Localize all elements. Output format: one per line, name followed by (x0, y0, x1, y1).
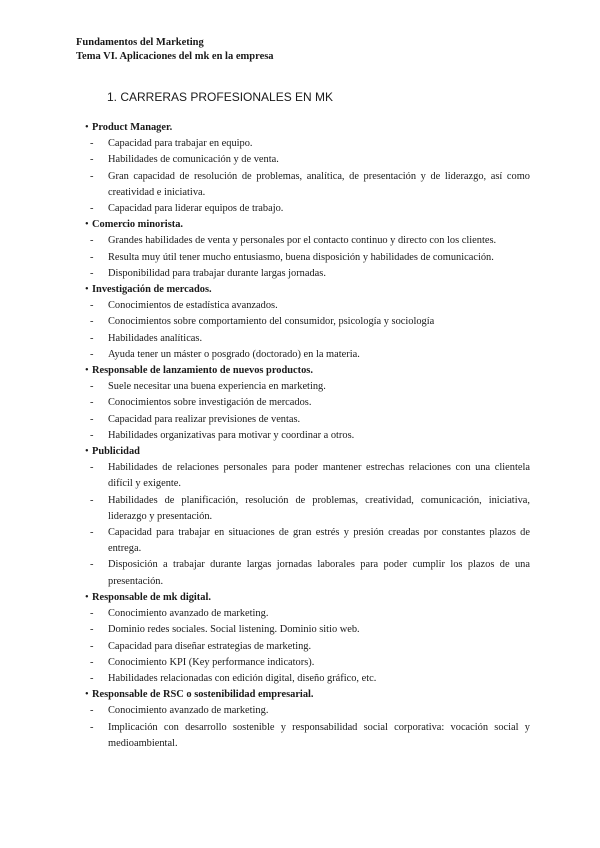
bullet-icon: • (85, 689, 89, 701)
bullet-icon: • (85, 284, 89, 296)
section-heading-text: Responsable de RSC o sostenibilidad empresarial. (92, 689, 314, 701)
section-heading-text: Publicidad (92, 446, 140, 458)
list-item (86, 152, 530, 168)
list-item-text: Suele necesitar una buena experiencia en marketing. (108, 381, 326, 393)
section-heading-text: Investigación de mercados. (92, 284, 212, 296)
dash-marker: - (90, 300, 94, 312)
list-item-text: Disposición a trabajar durante largas jornadas laborales para poder cumplir los plazos de una presentación. (108, 559, 530, 587)
list-item-text: Conocimientos de estadística avanzados. (108, 300, 278, 312)
dash-marker: - (90, 381, 94, 393)
dash-marker: - (90, 154, 94, 166)
list-item (86, 250, 530, 266)
list-item-text: Capacidad para liderar equipos de trabajo. (108, 203, 284, 215)
bullet-icon: • (85, 365, 89, 377)
list-item (86, 412, 530, 428)
bullet-icon: • (85, 219, 89, 231)
dash-marker: - (90, 624, 94, 636)
list-item-text: Conocimiento avanzado de marketing. (108, 705, 269, 717)
list-item (86, 233, 530, 249)
dash-marker: - (90, 235, 94, 247)
dash-marker: - (90, 494, 94, 506)
dash-marker: - (90, 559, 94, 571)
list-item-text: Ayuda tener un máster o posgrado (doctorado) en la materia. (108, 348, 360, 360)
list-item-text: Habilidades organizativas para motivar y coordinar a otros. (108, 429, 355, 441)
list-item-text: Habilidades analíticas. (108, 332, 203, 344)
list-item-text: Conocimiento avanzado de marketing. (108, 608, 269, 620)
list-item (86, 395, 530, 411)
list-item (86, 428, 530, 444)
bullet-icon: • (85, 446, 89, 458)
dash-marker: - (90, 640, 94, 652)
list-item-text: Conocimientos sobre investigación de mercados. (108, 397, 312, 409)
section-heading (86, 120, 530, 136)
list-item (86, 671, 530, 687)
dash-marker: - (90, 348, 94, 360)
list-item (86, 639, 530, 655)
list-item-text: Habilidades de planificación, resolución de problemas, creatividad, comunicación, iniciativa, liderazgo y presentación. (108, 494, 530, 522)
dash-marker: - (90, 413, 94, 425)
list-item-text: Conocimiento KPI (Key performance indicators). (108, 656, 315, 668)
list-item (86, 266, 530, 282)
dash-marker: - (90, 462, 94, 474)
list-item-text: Habilidades de relaciones personales para poder mantener estrechas relaciones con una clientela difícil y exigente. (108, 462, 530, 490)
list-item (86, 606, 530, 622)
list-item-text: Habilidades relacionadas con edición digital, diseño gráfico, etc. (108, 672, 377, 684)
list-item (86, 331, 530, 347)
list-item-text: Grandes habilidades de venta y personales por el contacto continuo y directo con los clientes. (108, 235, 497, 247)
dash-marker: - (90, 608, 94, 620)
dash-marker: - (90, 138, 94, 150)
list-item-text: Disponibilidad para trabajar durante largas jornadas. (108, 267, 326, 279)
section-heading (86, 282, 530, 298)
list-item-text: Habilidades de comunicación y de venta. (108, 154, 279, 166)
list-item-text: Gran capacidad de resolución de problemas, analítica, de presentación y de liderazgo, así como creatividad e iniciativa. (108, 170, 530, 198)
section-heading-text: Product Manager. (92, 122, 173, 133)
list-item-text: Capacidad para trabajar en situaciones de gran estrés y presión creadas por constantes plazos de entrega. (108, 527, 530, 555)
career-sections (86, 120, 530, 752)
section-heading (86, 590, 530, 606)
list-item-text: Conocimientos sobre comportamiento del consumidor, psicología y sociología (108, 316, 435, 328)
dash-marker: - (90, 721, 94, 733)
header-subject: Fundamentos del Marketing (76, 37, 204, 48)
dash-marker: - (90, 527, 94, 539)
section-heading (86, 363, 530, 379)
header-topic: Tema VI. Aplicaciones del mk en la empresa (76, 51, 274, 62)
list-item (86, 136, 530, 152)
list-item (86, 347, 530, 363)
list-item (86, 169, 530, 201)
list-item (86, 525, 530, 557)
list-item-text: Implicación con desarrollo sostenible y responsabilidad social corporativa: vocación social y medioambiental. (108, 721, 530, 749)
list-item-text: Resulta muy útil tener mucho entusiasmo, buena disposición y habilidades de comunicación. (108, 251, 494, 263)
dash-marker: - (90, 332, 94, 344)
list-item-text: Capacidad para realizar previsiones de ventas. (108, 413, 301, 425)
dash-marker: - (90, 705, 94, 717)
section-heading (86, 444, 530, 460)
list-item (86, 493, 530, 525)
list-item (86, 703, 530, 719)
section-heading-text: Responsable de mk digital. (92, 591, 211, 603)
section-heading-text: Comercio minorista. (92, 219, 183, 231)
dash-marker: - (90, 203, 94, 215)
section-heading (86, 687, 530, 703)
document-header (76, 36, 274, 64)
dash-marker: - (90, 429, 94, 441)
list-item (86, 201, 530, 217)
dash-marker: - (90, 672, 94, 684)
dash-marker: - (90, 397, 94, 409)
bullet-icon: • (85, 591, 89, 603)
dash-marker: - (90, 251, 94, 263)
list-item (86, 460, 530, 492)
list-item (86, 622, 530, 638)
dash-marker: - (90, 170, 94, 182)
list-item (86, 379, 530, 395)
section-heading-text: Responsable de lanzamiento de nuevos productos. (92, 365, 313, 377)
list-item (86, 314, 530, 330)
dash-marker: - (90, 267, 94, 279)
list-item (86, 720, 530, 752)
dash-marker: - (90, 656, 94, 668)
list-item (86, 655, 530, 671)
list-item-text: Capacidad para trabajar en equipo. (108, 138, 253, 150)
section-heading (86, 217, 530, 233)
dash-marker: - (90, 316, 94, 328)
list-item (86, 298, 530, 314)
list-item-text: Dominio redes sociales. Social listening. Dominio sitio web. (108, 624, 360, 636)
page-title: 1. CARRERAS PROFESIONALES EN MK (107, 90, 334, 104)
list-item (86, 557, 530, 589)
list-item-text: Capacidad para diseñar estrategias de marketing. (108, 640, 312, 652)
bullet-icon: • (85, 122, 89, 133)
